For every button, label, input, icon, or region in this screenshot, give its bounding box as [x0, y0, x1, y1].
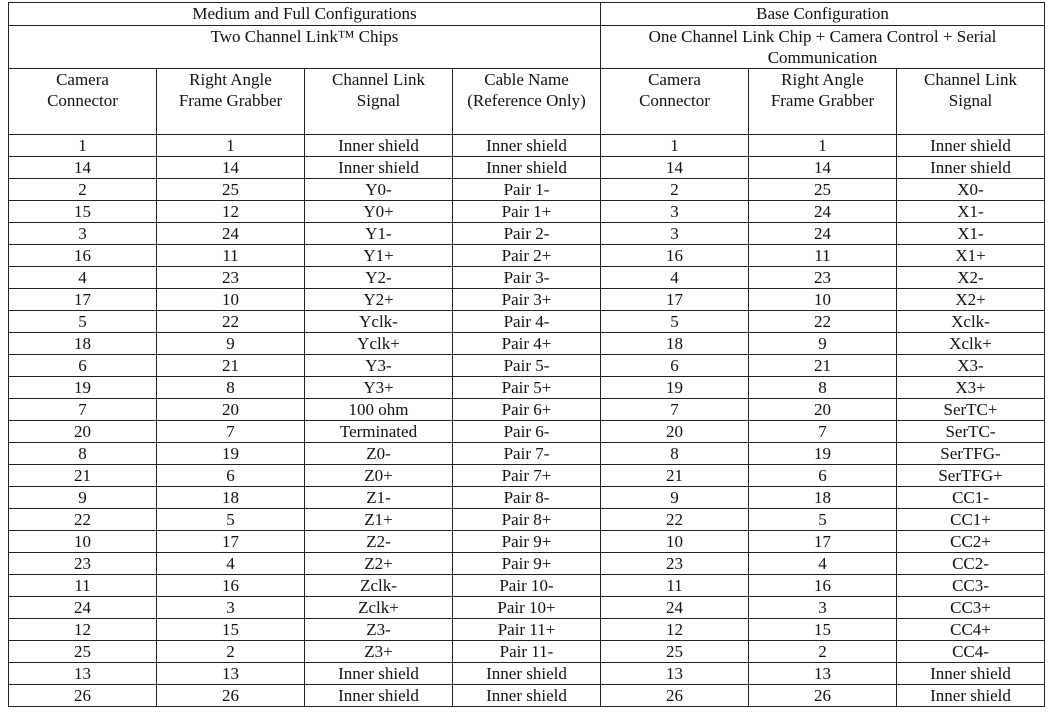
table-cell: Pair 4-: [453, 311, 601, 333]
table-cell: 9: [749, 333, 897, 355]
table-row: [9, 619, 1045, 641]
column-header: Channel Link Signal: [305, 69, 453, 135]
table-cell: X1+: [897, 245, 1045, 267]
table-row: [9, 531, 1045, 553]
table-cell: 17: [601, 289, 749, 311]
table-cell: Z3+: [305, 641, 453, 663]
table-cell: 25: [9, 641, 157, 663]
table-cell: 20: [157, 399, 305, 421]
table-cell: 8: [601, 443, 749, 465]
table-cell: 24: [749, 201, 897, 223]
table-row: [9, 487, 1045, 509]
table-cell: X3+: [897, 377, 1045, 399]
table-cell: X3-: [897, 355, 1045, 377]
table-cell: Yclk+: [305, 333, 453, 355]
table-cell: 11: [601, 575, 749, 597]
table-cell: 4: [601, 267, 749, 289]
table-cell: 25: [749, 179, 897, 201]
column-header: Camera Connector: [601, 69, 749, 135]
table-cell: Zclk-: [305, 575, 453, 597]
table-row: [9, 201, 1045, 223]
table-cell: 18: [601, 333, 749, 355]
table-cell: SerTC+: [897, 399, 1045, 421]
table-cell: 5: [9, 311, 157, 333]
table-cell: 5: [749, 509, 897, 531]
table-cell: 16: [601, 245, 749, 267]
table-cell: 19: [157, 443, 305, 465]
table-cell: 16: [749, 575, 897, 597]
table-cell: Y0-: [305, 179, 453, 201]
table-cell: 21: [749, 355, 897, 377]
table-cell: 9: [157, 333, 305, 355]
table-cell: 7: [601, 399, 749, 421]
table-cell: Zclk+: [305, 597, 453, 619]
subheader-medium-full: Two Channel Link™ Chips: [9, 26, 601, 69]
table-cell: 10: [157, 289, 305, 311]
table-row: [9, 289, 1045, 311]
table-cell: 2: [601, 179, 749, 201]
table-cell: 9: [9, 487, 157, 509]
table-cell: 4: [9, 267, 157, 289]
table-cell: 16: [157, 575, 305, 597]
table-cell: 22: [749, 311, 897, 333]
table-cell: CC3-: [897, 575, 1045, 597]
pinout-table: [8, 2, 1045, 707]
table-cell: Pair 9+: [453, 553, 601, 575]
table-cell: Pair 2-: [453, 223, 601, 245]
table-cell: 3: [601, 223, 749, 245]
table-cell: Pair 8+: [453, 509, 601, 531]
table-cell: X2+: [897, 289, 1045, 311]
table-row: [9, 333, 1045, 355]
table-cell: 23: [601, 553, 749, 575]
table-cell: Z2+: [305, 553, 453, 575]
table-cell: Pair 3+: [453, 289, 601, 311]
table-row: [9, 421, 1045, 443]
table-cell: 5: [601, 311, 749, 333]
table-cell: Yclk-: [305, 311, 453, 333]
table-cell: 15: [157, 619, 305, 641]
table-row: [9, 641, 1045, 663]
table-cell: 21: [9, 465, 157, 487]
table-cell: 10: [601, 531, 749, 553]
table-cell: CC3+: [897, 597, 1045, 619]
table-cell: 21: [157, 355, 305, 377]
table-cell: Pair 2+: [453, 245, 601, 267]
table-cell: 2: [157, 641, 305, 663]
table-cell: Inner shield: [305, 135, 453, 157]
table-cell: 2: [749, 641, 897, 663]
table-cell: 6: [749, 465, 897, 487]
table-cell: 13: [601, 663, 749, 685]
table-cell: 13: [9, 663, 157, 685]
table-row: [9, 443, 1045, 465]
table-row: [9, 157, 1045, 179]
table-cell: 25: [157, 179, 305, 201]
table-row: [9, 223, 1045, 245]
table-row: [9, 465, 1045, 487]
table-cell: 6: [601, 355, 749, 377]
table-cell: 8: [749, 377, 897, 399]
column-header: Cable Name (Reference Only): [453, 69, 601, 135]
table-cell: Inner shield: [305, 157, 453, 179]
table-cell: Pair 4+: [453, 333, 601, 355]
table-cell: 4: [749, 553, 897, 575]
table-cell: 18: [157, 487, 305, 509]
table-cell: 14: [749, 157, 897, 179]
table-row: [9, 245, 1045, 267]
table-cell: CC2-: [897, 553, 1045, 575]
table-cell: 11: [9, 575, 157, 597]
column-header: Channel Link Signal: [897, 69, 1045, 135]
table-cell: 26: [9, 685, 157, 707]
table-cell: Z3-: [305, 619, 453, 641]
table-row: [9, 509, 1045, 531]
table-cell: X1-: [897, 223, 1045, 245]
table-cell: 7: [749, 421, 897, 443]
table-cell: CC4+: [897, 619, 1045, 641]
table-cell: 6: [157, 465, 305, 487]
table-row: [9, 179, 1045, 201]
table-cell: Pair 10+: [453, 597, 601, 619]
table-cell: 24: [749, 223, 897, 245]
table-cell: Pair 9+: [453, 531, 601, 553]
table-cell: Y3-: [305, 355, 453, 377]
table-cell: Y3+: [305, 377, 453, 399]
table-cell: Z1-: [305, 487, 453, 509]
table-cell: 1: [9, 135, 157, 157]
table-cell: 5: [157, 509, 305, 531]
table-cell: Inner shield: [453, 157, 601, 179]
table-cell: 17: [157, 531, 305, 553]
table-cell: 19: [9, 377, 157, 399]
table-cell: Inner shield: [897, 685, 1045, 707]
table-cell: 23: [9, 553, 157, 575]
table-cell: Inner shield: [453, 135, 601, 157]
table-row: [9, 597, 1045, 619]
table-row: [9, 267, 1045, 289]
table-cell: 16: [9, 245, 157, 267]
table-cell: 12: [157, 201, 305, 223]
table-cell: Pair 1+: [453, 201, 601, 223]
subheader-base: One Channel Link Chip + Camera Control + Serial Communication: [601, 26, 1045, 69]
table-cell: 20: [601, 421, 749, 443]
table-cell: Inner shield: [897, 135, 1045, 157]
table-cell: 14: [601, 157, 749, 179]
table-cell: CC1+: [897, 509, 1045, 531]
table-cell: Inner shield: [897, 157, 1045, 179]
table-cell: 15: [749, 619, 897, 641]
table-cell: 10: [749, 289, 897, 311]
table-cell: 20: [749, 399, 897, 421]
table-cell: Pair 10-: [453, 575, 601, 597]
table-cell: X0-: [897, 179, 1045, 201]
table-cell: X2-: [897, 267, 1045, 289]
table-cell: CC1-: [897, 487, 1045, 509]
table-cell: 3: [157, 597, 305, 619]
table-cell: 22: [157, 311, 305, 333]
table-cell: 26: [749, 685, 897, 707]
table-cell: 24: [9, 597, 157, 619]
table-cell: 22: [601, 509, 749, 531]
table-cell: Inner shield: [453, 663, 601, 685]
column-header: Right Angle Frame Grabber: [157, 69, 305, 135]
table-cell: 19: [601, 377, 749, 399]
table-row: [9, 553, 1045, 575]
table-cell: 17: [749, 531, 897, 553]
table-cell: 25: [601, 641, 749, 663]
table-cell: Pair 11-: [453, 641, 601, 663]
table-cell: Pair 11+: [453, 619, 601, 641]
table-cell: Pair 7+: [453, 465, 601, 487]
table-cell: Y2-: [305, 267, 453, 289]
column-header: Right Angle Frame Grabber: [749, 69, 897, 135]
table-cell: 8: [9, 443, 157, 465]
table-cell: 11: [749, 245, 897, 267]
table-cell: 23: [157, 267, 305, 289]
table-cell: 12: [601, 619, 749, 641]
table-cell: Pair 6+: [453, 399, 601, 421]
table-row: [9, 575, 1045, 597]
table-cell: 3: [749, 597, 897, 619]
table-cell: 12: [9, 619, 157, 641]
table-cell: 1: [601, 135, 749, 157]
table-cell: 26: [601, 685, 749, 707]
table-cell: 23: [749, 267, 897, 289]
table-row: [9, 685, 1045, 707]
table-cell: Inner shield: [305, 663, 453, 685]
table-cell: 24: [601, 597, 749, 619]
table-cell: Y0+: [305, 201, 453, 223]
table-cell: 20: [9, 421, 157, 443]
group-header-medium-full: Medium and Full Configurations: [9, 3, 601, 26]
table-cell: Y1+: [305, 245, 453, 267]
table-cell: 100 ohm: [305, 399, 453, 421]
table-row: [9, 355, 1045, 377]
table-cell: Inner shield: [453, 685, 601, 707]
table-cell: 3: [601, 201, 749, 223]
table-cell: 2: [9, 179, 157, 201]
table-cell: SerTFG+: [897, 465, 1045, 487]
table-cell: Z0-: [305, 443, 453, 465]
table-cell: 13: [157, 663, 305, 685]
table-cell: Xclk+: [897, 333, 1045, 355]
table-cell: 18: [749, 487, 897, 509]
table-cell: 7: [157, 421, 305, 443]
table-cell: SerTFG-: [897, 443, 1045, 465]
table-cell: 1: [749, 135, 897, 157]
table-row: [9, 663, 1045, 685]
table-cell: Y1-: [305, 223, 453, 245]
table-cell: Pair 6-: [453, 421, 601, 443]
table-cell: Z2-: [305, 531, 453, 553]
table-cell: 19: [749, 443, 897, 465]
table-cell: Y2+: [305, 289, 453, 311]
table-cell: 11: [157, 245, 305, 267]
table-cell: Inner shield: [897, 663, 1045, 685]
table-cell: Terminated: [305, 421, 453, 443]
table-cell: 8: [157, 377, 305, 399]
table-cell: 10: [9, 531, 157, 553]
table-cell: Pair 5-: [453, 355, 601, 377]
table-cell: Z1+: [305, 509, 453, 531]
table-cell: Xclk-: [897, 311, 1045, 333]
table-cell: CC2+: [897, 531, 1045, 553]
table-cell: 7: [9, 399, 157, 421]
table-cell: 17: [9, 289, 157, 311]
table-cell: 21: [601, 465, 749, 487]
table-row: [9, 135, 1045, 157]
table-cell: 18: [9, 333, 157, 355]
table-cell: Inner shield: [305, 685, 453, 707]
column-header: Camera Connector: [9, 69, 157, 135]
table-cell: 1: [157, 135, 305, 157]
table-row: [9, 399, 1045, 421]
table-cell: CC4-: [897, 641, 1045, 663]
table-cell: SerTC-: [897, 421, 1045, 443]
table-cell: Pair 8-: [453, 487, 601, 509]
table-cell: 14: [9, 157, 157, 179]
table-cell: 4: [157, 553, 305, 575]
table-cell: 26: [157, 685, 305, 707]
table-cell: 3: [9, 223, 157, 245]
table-cell: 24: [157, 223, 305, 245]
table-cell: Pair 7-: [453, 443, 601, 465]
group-header-base: Base Configuration: [601, 3, 1045, 26]
table-row: [9, 377, 1045, 399]
table-cell: 13: [749, 663, 897, 685]
table-cell: 6: [9, 355, 157, 377]
table-cell: Pair 1-: [453, 179, 601, 201]
table-cell: X1-: [897, 201, 1045, 223]
table-row: [9, 311, 1045, 333]
table-cell: 14: [157, 157, 305, 179]
table-cell: 9: [601, 487, 749, 509]
table-cell: Pair 5+: [453, 377, 601, 399]
table-cell: 22: [9, 509, 157, 531]
table-cell: Z0+: [305, 465, 453, 487]
table-cell: 15: [9, 201, 157, 223]
table-cell: Pair 3-: [453, 267, 601, 289]
